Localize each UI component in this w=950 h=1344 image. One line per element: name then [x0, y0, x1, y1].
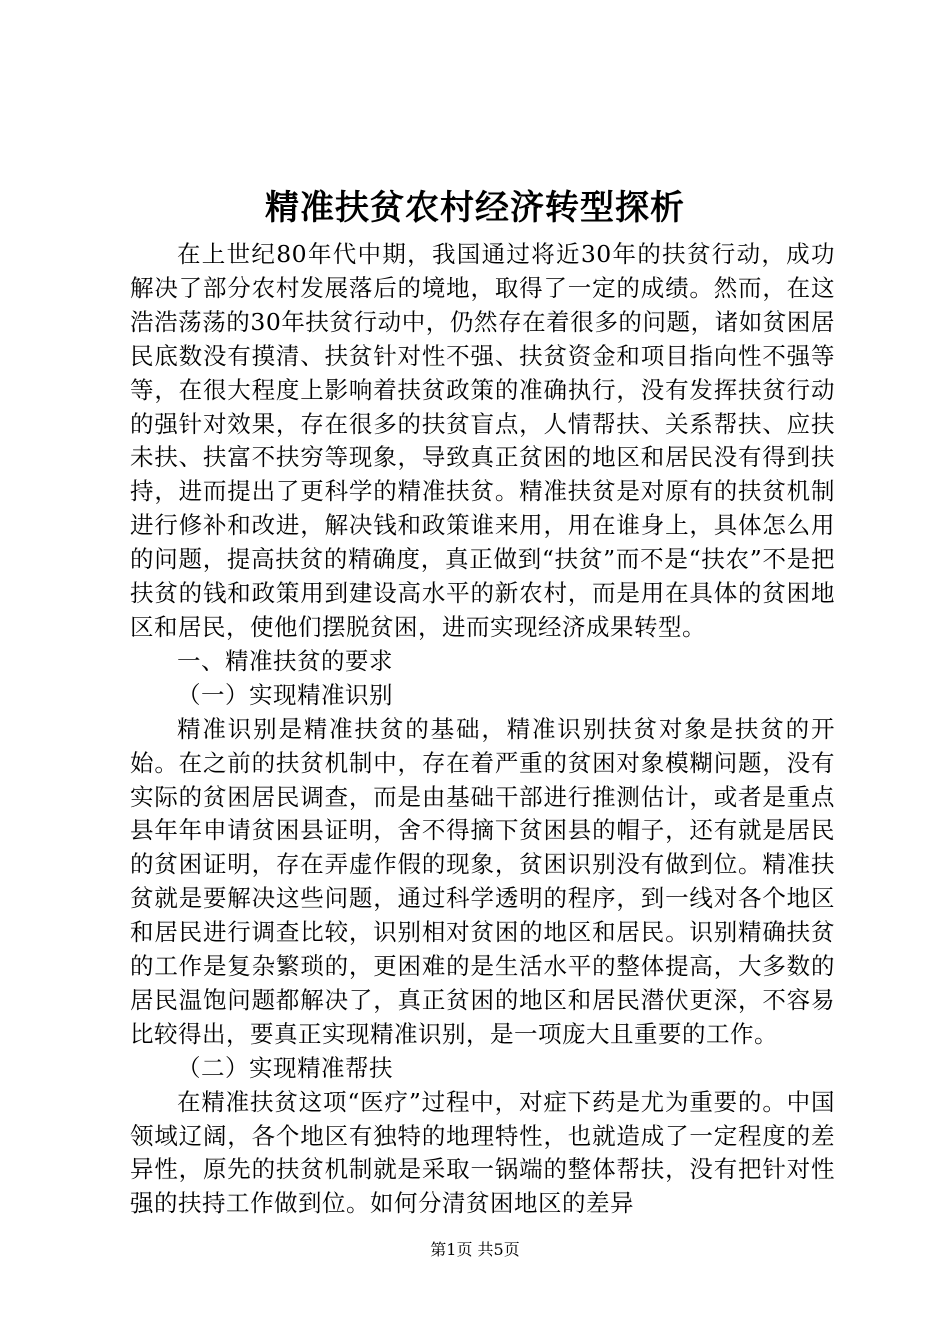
- body-paragraph: 精准识别是精准扶贫的基础，精准识别扶贫对象是扶贫的开始。在之前的扶贫机制中，存在着严重的贫困对象模糊问题，没有实际的贫困居民调查，而是由基础干部进行推测估计，或者是重点县年年申请贫困县证明，舍不得摘下贫困县的帽子，还有就是居民的贫困证明，存在弄虚作假的现象，贫困识别没有做到位。精准扶贫就是要解决这些问题，通过科学透明的程序，到一线对各个地区和居民进行调查比较，识别相对贫困的地区和居民。识别精确扶贫的工作是复杂繁琐的，更困难的是生活水平的整体提高，大多数的居民温饱问题都解决了，真正贫困的地区和居民潜伏更深，不容易比较得出，要真正实现精准识别，是一项庞大且重要的工作。: [130, 714, 835, 1048]
- body-paragraph: 在上世纪80年代中期，我国通过将近30年的扶贫行动，成功解决了部分农村发展落后的境地，取得了一定的成绩。然而，在这浩浩荡荡的30年扶贫行动中，仍然存在着很多的问题，诸如贫困居民底数没有摸清、扶贫针对性不强、扶贫资金和项目指向性不强等等，在很大程度上影响着扶贫政策的准确执行，没有发挥扶贫行动的强针对效果，存在很多的扶贫盲点，人情帮扶、关系帮扶、应扶未扶、扶富不扶穷等现象，导致真正贫困的地区和居民没有得到扶持，进而提出了更科学的精准扶贫。精准扶贫是对原有的扶贫机制进行修补和改进，解决钱和政策谁来用，用在谁身上，具体怎么用的问题，提高扶贫的精确度，真正做到“扶贫”而不是“扶农”不是把扶贫的钱和政策用到建设高水平的新农村，而是用在具体的贫困地区和居民，使他们摆脱贫困，进而实现经济成果转型。: [130, 240, 835, 641]
- subsection-heading: （一）实现精准识别: [177, 680, 393, 709]
- subsection-heading: （二）实现精准帮扶: [177, 1053, 393, 1082]
- document-body: [130, 238, 835, 1221]
- document-title: 精准扶贫农村经济转型探析: [265, 188, 685, 228]
- section-heading: 一、精准扶贫的要求: [177, 646, 393, 675]
- body-paragraph: 在精准扶贫这项“医疗”过程中，对症下药是尤为重要的。中国领域辽阔，各个地区有独特的地理特性，也就造成了一定程度的差异性，原先的扶贫机制就是采取一锅端的整体帮扶，没有把针对性强的扶持工作做到位。如何分清贫困地区的差异: [130, 1087, 835, 1218]
- page-footer: 第1页 共5页: [430, 1240, 520, 1259]
